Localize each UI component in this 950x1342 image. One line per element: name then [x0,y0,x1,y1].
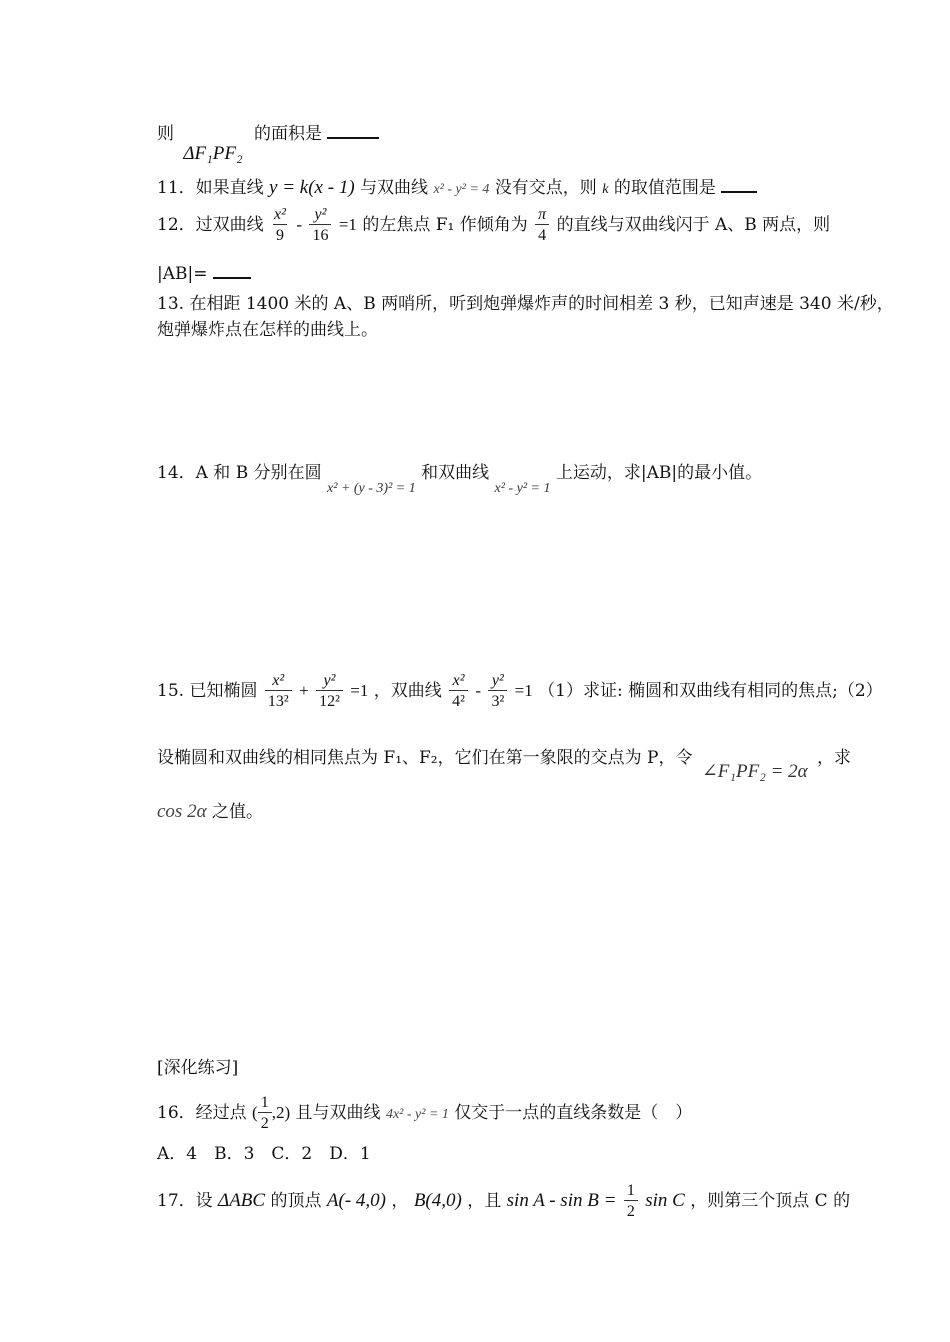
q11-mid-text-2: 没有交点，则 [494,178,597,198]
q16-mid-text: 且与双曲线 [295,1103,381,1123]
fraction-half: $\frac{1}{2}$ [624,1182,638,1221]
q14-mid-text: 和双曲线 [421,463,490,483]
fraction-y2-3sq: $\frac{\text{y²}}{\text{3²}}$ [488,672,507,711]
question-11 [157,178,757,197]
q15-label: 15. 已知椭圆 [157,681,258,701]
q12-suffix: 的直线与双曲线闪于 A、B 两点，则 [556,215,831,235]
question-17: 17．设 ΔABC 的顶点 A(- 4,0) ， B(4,0) ，且 sin A - sin B = $\frac{1}{2}$ sin C ，则第三个顶点 C 的 [157,1182,851,1220]
q15-line-2-end: ，求 [817,748,852,768]
hyperbola-equation: 4x² - y² = 1 [385,1107,449,1122]
section-heading: [深化练习] [157,1058,239,1078]
q14-suffix: 上运动，求|AB|的最小值。 [555,463,763,483]
q17-label: 17．设 [157,1191,213,1211]
answer-blank [721,191,757,193]
fraction-y2-16: $\frac{\text{y²}}{16}$ [309,206,331,245]
q11-mid-text: 与双曲线 [360,178,429,198]
q11-suffix: 的取值范围是 [613,178,716,198]
equals-one: =1 [514,681,533,700]
sine-expr: sin A - sin B = [506,1190,617,1211]
triangle-abc: ΔABC [218,1190,266,1211]
fraction-x2-13sq: $\frac{\text{x²}}{\text{13²}}$ [265,672,292,711]
q14-label: 14．A 和 B 分别在圆 [157,463,322,483]
point-a: A(- 4,0) [326,1190,386,1211]
question-13-line-2: 炮弹爆炸点在怎样的曲线上。 [157,320,378,340]
q15-line-2-text: 设椭圆和双曲线的相同焦点为 F₁、F₂，它们在第一象限的交点为 P，令 [157,748,693,768]
point-b: B(4,0) [413,1190,462,1211]
answer-blank [327,137,379,139]
q17-suffix: ，则第三个顶点 C 的 [690,1191,851,1211]
answer-blank [213,277,251,279]
question-12 [157,206,830,245]
cos-expr: cos 2α [157,801,207,822]
fraction-x2-4sq: $\frac{\text{x²}}{\text{4²}}$ [449,672,468,711]
minus-sign: - [296,215,303,234]
question-12-line-2 [157,266,251,283]
angle-expr: ∠F₁PF₂ = 2α [701,761,808,782]
q15-line-3-end: 之值。 [211,802,263,822]
fraction-half: $\frac{1}{2}$ [258,1094,272,1133]
q15-mid-text: ，双曲线 [373,681,442,701]
hyperbola-equation: x² - y² = 4 [433,182,490,197]
hyperbola-equation: x² - y² = 1 [494,481,551,496]
line-equation: y = k(x - 1) [269,177,355,198]
question-15 [157,672,883,711]
area-prefix: 则 [157,124,174,144]
minus-sign: - [475,681,482,700]
question-14 [157,463,763,496]
q12-mid-text: 的左焦点 F₁ 作倾角为 [362,215,528,235]
q17-mid-text: 的顶点 [270,1191,322,1211]
q16-label: 16．经过点 [157,1103,247,1123]
q15-suffix: （1）求证: 椭圆和双曲线有相同的焦点;（2） [538,681,883,701]
q17-mid-text-2: ，且 [467,1191,502,1211]
sine-c: sin C [645,1190,685,1211]
q11-label: 11．如果直线 [157,178,264,198]
fraction-x2-9: $\frac{\text{x²}}{9}$ [274,206,286,244]
plus-sign: + [299,681,309,700]
k-symbol: k [602,182,609,197]
fraction-pi-4: $\frac{\pi}{4}$ [535,206,549,245]
question-16-options: A．4 B．3 C．2 D．1 [157,1144,371,1164]
triangle-area-line [157,124,379,164]
q12-label: 12．过双曲线 [157,215,264,235]
area-suffix: 的面积是 [254,124,322,144]
question-15-line-3 [157,802,263,821]
question-15-line-2 [157,748,852,782]
question-16: 16．经过点 ( $\frac{1}{2}$ ,2) 且与双曲线 4x² - y² = 1 仅交于一点的直线条数是（ ） [157,1094,693,1132]
circle-equation: x² + (y - 3)² = 1 [327,481,416,496]
triangle-expr: ΔF₁PF₂ [183,143,243,164]
fraction-y2-12sq: $\frac{\text{y²}}{\text{12²}}$ [316,672,343,711]
question-13-line-1: 13. 在相距 1400 米的 A、B 两哨所，听到炮弹爆炸声的时间相差 3 秒，已知声速是 340 米/秒， [157,294,894,314]
equals-one: =1 [350,681,369,700]
ab-length-label: |AB|= [157,264,208,284]
equals-one: =1 [338,215,357,234]
q16-suffix: 仅交于一点的直线条数是（ ） [454,1103,693,1123]
